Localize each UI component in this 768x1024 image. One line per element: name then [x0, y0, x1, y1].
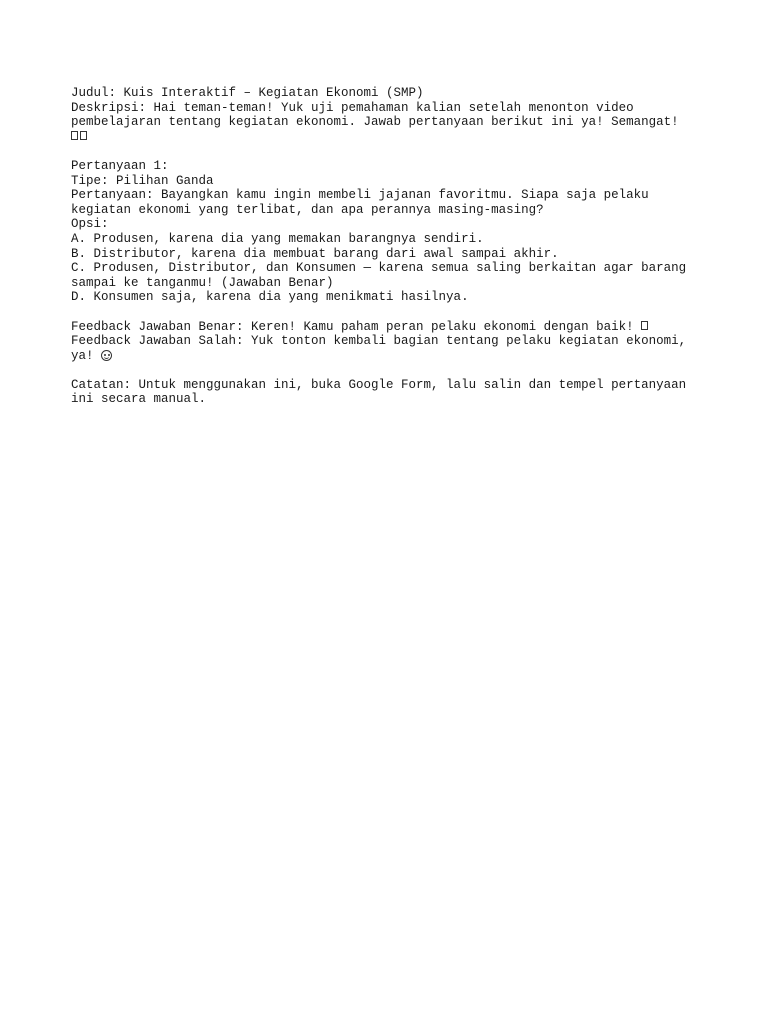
document-body — [71, 86, 711, 407]
option-c-line-2: sampai ke tanganmu! (Jawaban Benar) — [71, 275, 334, 290]
options-label: Opsi: — [71, 217, 109, 232]
spacer — [71, 363, 711, 378]
quiz-description-line-1: Deskripsi: Hai teman-teman! Yuk uji pemahaman kalian setelah menonton video — [71, 100, 634, 115]
smiley-face-icon — [101, 350, 112, 361]
question-prompt-line-1: Pertanyaan: Bayangkan kamu ingin membeli jajanan favoritmu. Siapa saja pelaku — [71, 188, 649, 203]
missing-glyph-icon — [71, 131, 78, 140]
description-emoji-row — [71, 130, 711, 145]
question-type: Tipe: Pilihan Ganda — [71, 173, 214, 188]
option-c-line-1: C. Produsen, Distributor, dan Konsumen — karena semua saling berkaitan agar barang — [71, 261, 687, 276]
option-a: A. Produsen, karena dia yang memakan barangnya sendiri. — [71, 231, 484, 246]
feedback-wrong-line-1: Feedback Jawaban Salah: Yuk tonton kembali bagian tentang pelaku kegiatan ekonomi, — [71, 334, 687, 349]
question-prompt-line-2: kegiatan ekonomi yang terlibat, dan apa perannya masing-masing? — [71, 202, 544, 217]
note-line-2: ini secara manual. — [71, 392, 207, 407]
quiz-title: Judul: Kuis Interaktif – Kegiatan Ekonomi (SMP) — [71, 86, 424, 100]
spacer — [71, 305, 711, 320]
feedback-correct — [71, 320, 711, 335]
option-d: D. Konsumen saja, karena dia yang menikmati hasilnya. — [71, 290, 469, 305]
quiz-description-line-2: pembelajaran tentang kegiatan ekonomi. Jawab pertanyaan berikut ini ya! Semangat! — [71, 115, 679, 130]
option-b: B. Distributor, karena dia membuat barang dari awal sampai akhir. — [71, 246, 559, 261]
missing-glyph-icon — [80, 131, 87, 140]
feedback-correct-text: Feedback Jawaban Benar: Keren! Kamu paham peran pelaku ekonomi dengan baik! — [71, 319, 642, 334]
question-heading: Pertanyaan 1: — [71, 158, 169, 173]
note-line-1: Catatan: Untuk menggunakan ini, buka Google Form, lalu salin dan tempel pertanyaan — [71, 377, 687, 392]
feedback-wrong-line-2 — [71, 349, 711, 364]
spacer — [71, 144, 711, 159]
feedback-wrong-text: ya! — [71, 348, 102, 363]
missing-glyph-icon — [641, 321, 648, 330]
